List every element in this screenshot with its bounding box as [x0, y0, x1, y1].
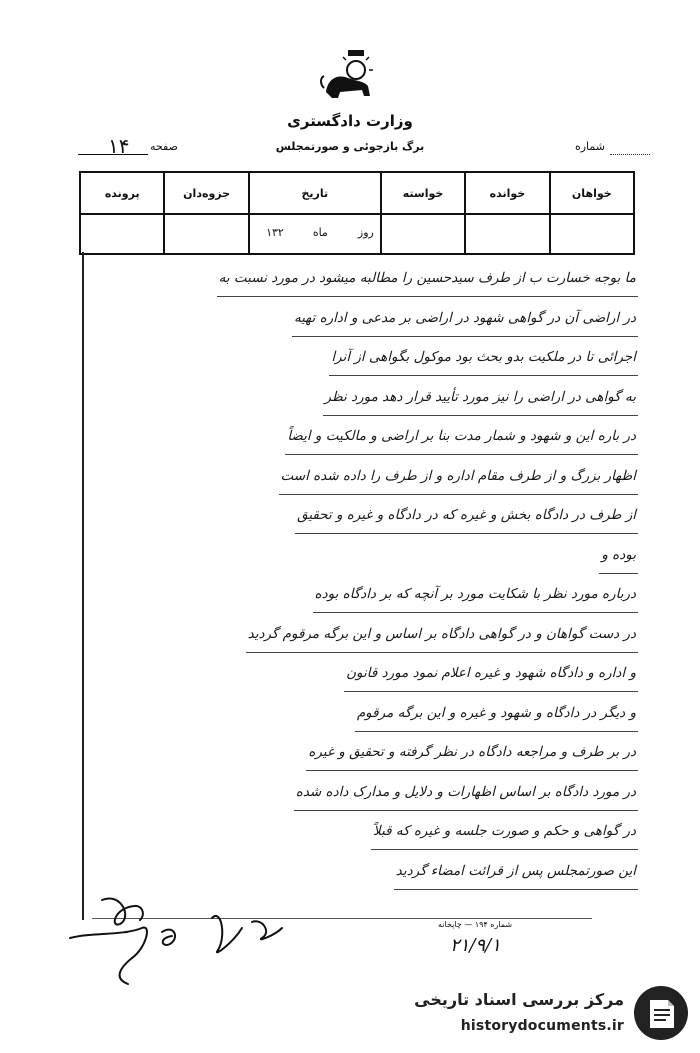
body-line: درباره مورد نظر با شکایت مورد بر آنچه که بر دادگاه بوده: [92, 576, 638, 616]
cell-case-file: [80, 214, 164, 254]
watermark: [390, 978, 690, 1048]
ministry-title: وزارت دادگستری: [287, 112, 413, 130]
handwritten-body: [92, 260, 638, 892]
cell-claim: [381, 214, 465, 254]
table-value-row: [80, 214, 634, 254]
body-line: در مورد دادگاه بر اساس اظهارات و دلایل و مدارک داده شده: [92, 774, 638, 814]
page-label: صفحه: [150, 140, 178, 153]
cell-file-folder: [164, 214, 248, 254]
body-line: در گواهی و حکم و صورت جلسه و غیره که قبلاً: [92, 813, 638, 853]
watermark-title: مرکز بررسی اسناد تاریخی: [414, 990, 624, 1009]
printer-note: شماره ۱۹۴ — چاپخانه: [438, 920, 513, 929]
body-line: ما بوجه خسارت ب از طرف سیدحسین را مطالبه میشود در مورد نسبت به: [92, 260, 638, 300]
sheet-number-line: [610, 154, 650, 155]
body-line: اظهار بزرگ و از طرف مقام اداره و از طرف را داده شده است: [92, 458, 638, 498]
col-case-file: پرونده: [80, 172, 164, 214]
form-header: [0, 134, 700, 162]
col-file-folder: جزوه‌دان: [164, 172, 248, 214]
body-line: در دست گواهان و در گواهی دادگاه بر اساس و این برگه مرقوم گردید: [92, 616, 638, 656]
col-plaintiff: خواهان: [550, 172, 634, 214]
body-line: در باره این و شهود و شمار مدت بنا بر اراضی و مالکیت و ایضاً: [92, 418, 638, 458]
handwritten-date: ۲۱/۹/۱: [450, 935, 501, 956]
body-line: بوده و: [92, 537, 638, 577]
body-line: و اداره و دادگاه شهود و غیره اعلام نمود مورد قانون: [92, 655, 638, 695]
case-info-table: [79, 171, 635, 255]
form-title: برگ بازجوئی و صورتمجلس: [275, 140, 425, 153]
date-month-label: ماه: [312, 226, 328, 239]
cell-defendant: [465, 214, 549, 254]
left-margin-rule: [82, 252, 84, 920]
body-line: از طرف در دادگاه بخش و غیره که در دادگاه و غیره و تحقیق: [92, 497, 638, 537]
date-day-label: روز: [357, 226, 374, 239]
signature-scribbles: [62, 888, 312, 998]
body-line: به گواهی در اراضی را نیز مورد تأیید قرار دهد مورد نظر: [92, 379, 638, 419]
col-claim: خواسته: [381, 172, 465, 214]
sheet-number-label: شماره: [574, 140, 605, 153]
col-defendant: خوانده: [465, 172, 549, 214]
col-date: تاریخ: [249, 172, 381, 214]
body-line: این صورتمجلس پس از قرائت امضاء گردید: [92, 853, 638, 893]
body-line: اجرائی تا در ملکیت بدو بحث بود موکول بگواهی از آنرا: [92, 339, 638, 379]
page-number: ۱۴: [108, 134, 130, 158]
watermark-url: historydocuments.ir: [460, 1018, 624, 1034]
table-header-row: [80, 172, 634, 214]
cell-plaintiff: [550, 214, 634, 254]
document-logo-icon: [632, 984, 690, 1042]
body-line: در اراضی آن در گواهی شهود در اراضی بر مدعی و اداره تهیه: [92, 300, 638, 340]
cell-date: [249, 214, 381, 254]
body-line: و دیگر در دادگاه و شهود و غیره و این برگه مرقوم: [92, 695, 638, 735]
body-line: در بر طرف و مراجعه دادگاه در نظر گرفته و تحقیق و غیره: [92, 734, 638, 774]
date-year: ۱۳۲: [266, 226, 284, 239]
emblem-icon: [318, 48, 380, 104]
